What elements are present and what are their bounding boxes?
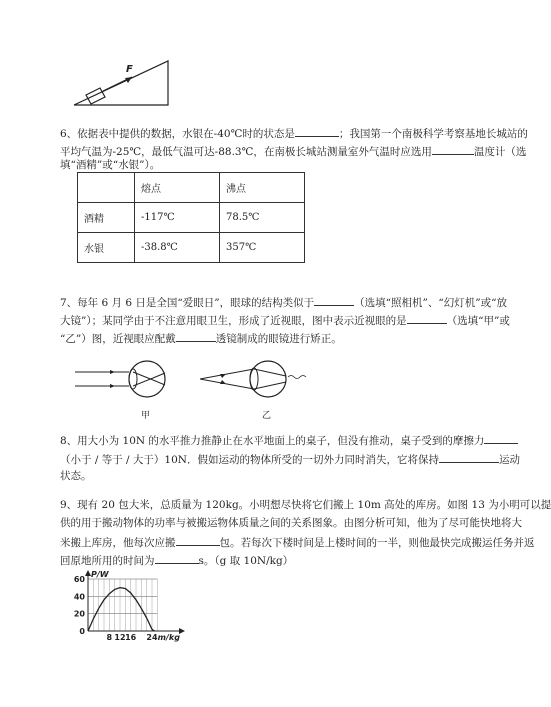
table-cell: 357℃ — [220, 233, 305, 263]
refracted-ray — [153, 373, 165, 378]
chart-grid — [88, 579, 157, 631]
answer-blank[interactable] — [155, 552, 199, 564]
q9-line2: 供的用于搬动物体的功率与被搬运物体质量之间的关系图象。由图分析可知，他为了尽可能快地将大 — [60, 517, 522, 529]
y-axis-label: P/W — [91, 570, 109, 579]
lens-shape — [250, 368, 258, 390]
q6-line1: 6、依据表中提供的数据，水银在-40℃时的状态是 ；我国第一个南极科学考察基地长城站的 — [60, 125, 528, 141]
eye-diagram-yi — [198, 352, 318, 407]
eyeball-shape — [129, 361, 165, 397]
x-axis-label: m/kg — [157, 633, 180, 642]
x-tick-label: 12 — [114, 633, 126, 642]
light-ray — [200, 369, 254, 379]
refracted-ray — [133, 378, 153, 386]
answer-blank[interactable] — [432, 143, 474, 155]
light-ray — [200, 379, 254, 389]
y-tick-label: 0 — [79, 627, 85, 636]
answer-blank[interactable] — [314, 294, 354, 306]
x-tick-label: 16 — [125, 633, 137, 642]
incline-figure — [70, 55, 180, 110]
force-label: F — [126, 64, 133, 75]
table-cell: 水银 — [78, 233, 135, 263]
table-cell — [78, 173, 135, 203]
q9-line3: 米搬上库房，他每次应搬 包。若每次下楼时间是上楼时间的一半，则他最快完成搬运任务并返 — [60, 534, 535, 550]
q7-line1: 7、每年 6 月 6 日是全国“爱眼日”，眼球的结构类似于 （选填“照相机”、“幻灯机”或“放 — [60, 294, 507, 310]
x-tick-label: 24 — [146, 633, 158, 642]
table-cell: -117℃ — [135, 203, 220, 233]
answer-blank[interactable] — [439, 451, 499, 463]
q9-line4: 回原地所用的时间为 s。（g 取 10N/kg） — [60, 552, 293, 568]
q9-line1: 9、现有 20 包大米，总质量为 120kg。小明想尽快将它们搬上 10m 高处的库房。如图 13 为小明可以提 — [60, 499, 551, 511]
x-tick-label: 8 — [106, 633, 113, 642]
ray-arrowhead — [220, 374, 226, 378]
q7-line2: 大镜”）；某同学由于不注意用眼卫生，形成了近视眼，图中表示近视眼的是 （选填“甲”或 — [60, 312, 510, 328]
table-row — [78, 233, 305, 263]
table-cell: 78.5℃ — [220, 203, 305, 233]
y-tick-label: 40 — [73, 592, 85, 602]
answer-blank[interactable] — [295, 125, 339, 137]
table-header: 沸点 — [220, 173, 305, 203]
table-cell: 酒精 — [78, 203, 135, 233]
wavy-line — [288, 376, 306, 379]
caption-yi: 乙 — [262, 411, 272, 421]
q8-line1: 8、用大小为 10N 的水平推力推静止在水平地面上的桌子，但没有推动，桌子受到的摩擦力 — [60, 432, 518, 448]
y-tick-label: 20 — [73, 609, 85, 619]
power-mass-chart — [70, 568, 190, 646]
power-curve — [88, 588, 155, 631]
refracted-ray — [254, 382, 286, 389]
melting-boiling-table — [77, 172, 305, 263]
ray-arrowhead — [220, 380, 226, 384]
q6-line2: 平均气温为-25℃，最低气温可达-88.3℃，在南极长城站测量室外气温时应选用 温度计（选 — [60, 143, 526, 159]
answer-blank[interactable] — [176, 534, 220, 546]
table-row — [78, 203, 305, 233]
q8-line2: （小于 / 等于 / 大于）10N．假如运动的物体所受的一切外力同时消失，它将保持 运动 — [60, 451, 520, 467]
eye-diagram-jia — [75, 352, 185, 407]
refracted-ray — [153, 380, 165, 385]
table-header: 熔点 — [135, 173, 220, 203]
chart-series — [88, 588, 155, 631]
ray-arrowhead — [110, 384, 115, 388]
block-shape — [86, 88, 105, 104]
eyeball-shape — [250, 361, 286, 397]
q7-line3: “乙”）图，近视眼应配戴 透镜制成的眼镜进行矫正。 — [60, 330, 342, 346]
y-tick-label: 60 — [73, 575, 85, 584]
caption-jia: 甲 — [141, 411, 151, 421]
answer-blank[interactable] — [407, 312, 447, 324]
table-cell: -38.8℃ — [135, 233, 220, 263]
table-header-row — [78, 173, 305, 203]
q8-line3: 状态。 — [60, 470, 92, 482]
ray-arrowhead — [110, 370, 115, 374]
refracted-ray — [254, 369, 286, 376]
answer-blank[interactable] — [176, 330, 216, 342]
q6-line3: 填“酒精”或“水银”）。 — [60, 159, 161, 171]
answer-blank[interactable] — [484, 432, 518, 444]
